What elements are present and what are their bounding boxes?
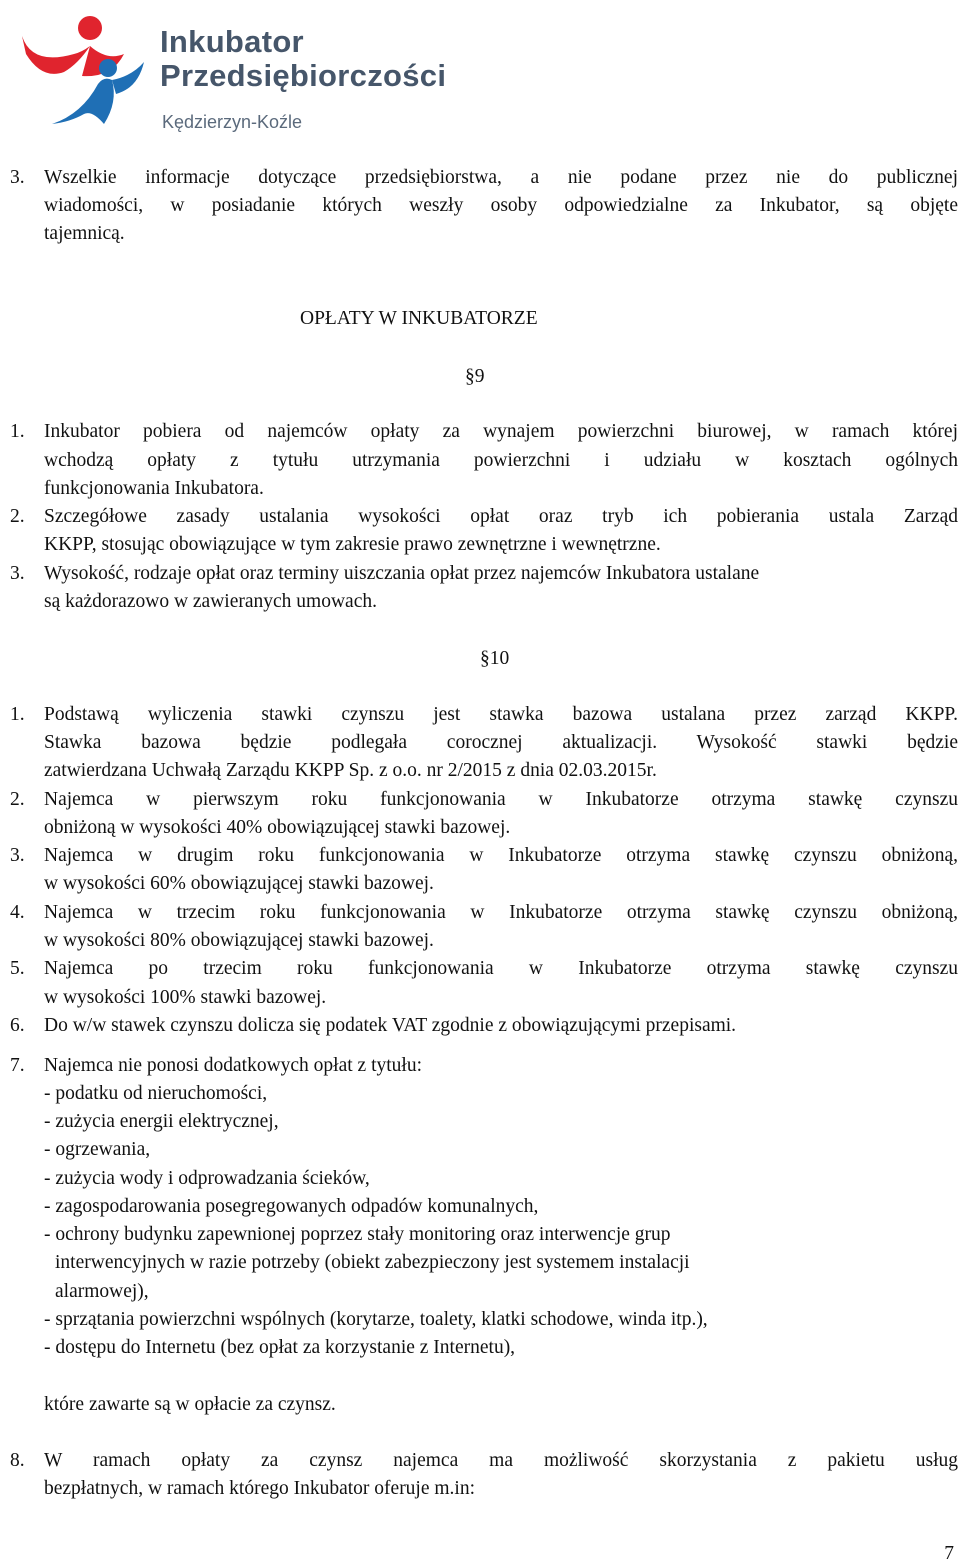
s9-item-1-line-1: Inkubator pobiera od najemców opłaty za wynajem powierzchni biurowej, w ramach której <box>44 421 958 442</box>
intro-line-1: Wszelkie informacje dotyczące przedsiębiorstwa, a nie podane przez nie do publicznej <box>44 167 958 188</box>
inkubator-logo <box>12 6 462 136</box>
s10-item-7-list-item-cont: alarmowej), <box>55 1281 149 1302</box>
s10-item-7-list-item: - ochrony budynku zapewnionej poprzez stały monitoring oraz interwencje grup <box>44 1224 671 1245</box>
s10-item-1-line-1: Podstawą wyliczenia stawki czynszu jest stawka bazowa ustalana przez zarząd KKPP. <box>44 704 958 725</box>
s9-item-2-line-1: Szczegółowe zasady ustalania wysokości opłat oraz tryb ich pobierania ustala Zarząd <box>44 506 958 527</box>
intro-line-3: tajemnicą. <box>44 223 125 244</box>
s10-item-4-number: 4. <box>10 902 25 923</box>
s10-item-8-number: 8. <box>10 1450 25 1471</box>
s10-item-7-list-item: - zużycia wody i odprowadzania ścieków, <box>44 1168 370 1189</box>
s10-item-7-number: 7. <box>10 1055 25 1076</box>
s10-item-2-line-2: obniżoną w wysokości 40% obowiązującej stawki bazowej. <box>44 817 511 838</box>
s10-item-6-number: 6. <box>10 1015 25 1036</box>
intro-item-number: 3. <box>10 167 25 188</box>
s10-item-6-line-1: Do w/w stawek czynszu dolicza się podatek VAT zgodnie z obowiązującymi przepisami. <box>44 1015 737 1036</box>
intro-line-2: wiadomości, w posiadanie których weszły osoby odpowiedzialne za Inkubator, są objęte <box>44 195 958 216</box>
s10-item-7-list-item: - podatku od nieruchomości, <box>44 1083 268 1104</box>
s10-item-4-line-1: Najemca w trzecim roku funkcjonowania w Inkubatorze otrzyma stawkę czynszu obniżoną, <box>44 902 958 923</box>
s9-item-3-line-1: Wysokość, rodzaje opłat oraz terminy uiszczania opłat przez najemców Inkubatora ustalane <box>44 563 760 584</box>
logo-location: Kędzierzyn-Koźle <box>162 112 303 132</box>
page-number: 7 <box>944 1543 954 1564</box>
s10-item-7-intro: Najemca nie ponosi dodatkowych opłat z tytułu: <box>44 1055 422 1076</box>
s10-item-1-line-3: zatwierdzana Uchwałą Zarządu KKPP Sp. z o.o. nr 2/2015 z dnia 02.03.2015r. <box>44 760 657 781</box>
s10-item-7-list-item: - zużycia energii elektrycznej, <box>44 1111 279 1132</box>
s10-item-5-number: 5. <box>10 958 25 979</box>
s10-item-3-line-1: Najemca w drugim roku funkcjonowania w Inkubatorze otrzyma stawkę czynszu obniżoną, <box>44 845 958 866</box>
logo-title-line2: Przedsiębiorczości <box>160 58 447 93</box>
s10-item-7-list-item: - dostępu do Internetu (bez opłat za korzystanie z Internetu), <box>44 1337 516 1358</box>
s10-item-1-line-2: Stawka bazowa będzie podlegała corocznej aktualizacji. Wysokość stawki będzie <box>44 732 958 753</box>
s10-item-8-line-2: bezpłatnych, w ramach którego Inkubator oferuje m.in: <box>44 1478 476 1499</box>
section-10-title: §10 <box>480 648 510 669</box>
s10-item-2-number: 2. <box>10 789 25 810</box>
s10-item-7-list-item: - ogrzewania, <box>44 1139 151 1160</box>
section-heading: OPŁATY W INKUBATORZE <box>300 308 538 329</box>
s9-item-3-number: 3. <box>10 563 25 584</box>
s9-item-1-number: 1. <box>10 421 25 442</box>
s10-item-2-line-1: Najemca w pierwszym roku funkcjonowania w Inkubatorze otrzyma stawkę czynszu <box>44 789 958 810</box>
s10-item-5-line-1: Najemca po trzecim roku funkcjonowania w Inkubatorze otrzyma stawkę czynszu <box>44 958 958 979</box>
s9-item-1-line-3: funkcjonowania Inkubatora. <box>44 478 264 499</box>
s9-item-2-number: 2. <box>10 506 25 527</box>
logo-title-line1: Inkubator <box>160 24 304 59</box>
s9-item-2-line-2: KKPP, stosując obowiązujące w tym zakresie prawo zewnętrzne i wewnętrzne. <box>44 534 661 555</box>
s10-item-7-closing: które zawarte są w opłacie za czynsz. <box>44 1394 336 1415</box>
s10-item-8-line-1: W ramach opłaty za czynsz najemca ma możliwość skorzystania z pakietu usług <box>44 1450 958 1471</box>
s10-item-7-list-item: - sprzątania powierzchni wspólnych (korytarze, toalety, klatki schodowe, winda itp.), <box>44 1309 708 1330</box>
s10-item-1-number: 1. <box>10 704 25 725</box>
s10-item-7-list-item: - zagospodarowania posegregowanych odpadów komunalnych, <box>44 1196 539 1217</box>
s10-item-3-number: 3. <box>10 845 25 866</box>
s10-item-7-list-item-cont: interwencyjnych w razie potrzeby (obiekt zabezpieczony jest systemem instalacji <box>55 1252 690 1273</box>
s9-item-3-line-2: są każdorazowo w zawieranych umowach. <box>44 591 377 612</box>
s10-item-5-line-2: w wysokości 100% stawki bazowej. <box>44 987 327 1008</box>
s10-item-3-line-2: w wysokości 60% obowiązującej stawki bazowej. <box>44 873 434 894</box>
section-9-title: §9 <box>465 366 485 387</box>
s9-item-1-line-2: wchodzą opłaty z tytułu utrzymania powierzchni i udziału w kosztach ogólnych <box>44 450 958 471</box>
s10-item-4-line-2: w wysokości 80% obowiązującej stawki bazowej. <box>44 930 434 951</box>
logo-figure-icon <box>12 6 152 136</box>
